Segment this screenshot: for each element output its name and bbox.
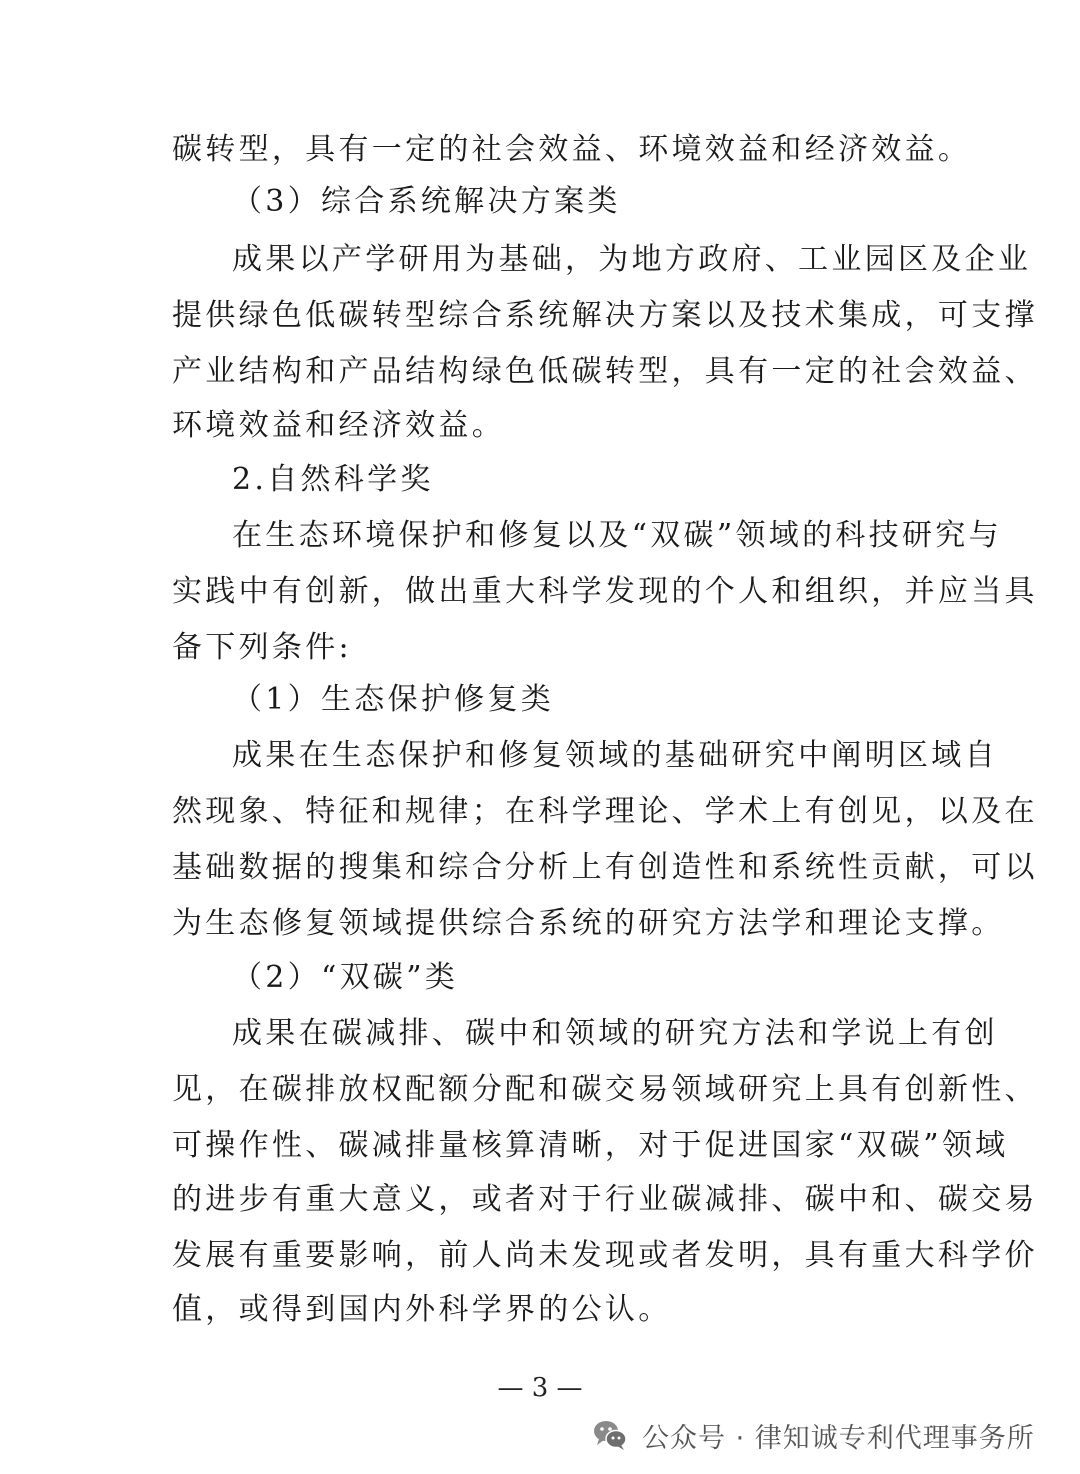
paragraph-line: 成果以产学研用为基础，为地方政府、工业园区及企业 — [232, 242, 1032, 277]
text-line: 值，或得到国内外科学界的公认。 — [172, 1292, 672, 1327]
watermark — [590, 1413, 1035, 1457]
text-line: 实践中有创新，做出重大科学发现的个人和组织，并应当具 — [172, 574, 1038, 609]
section-heading: （3）综合系统解决方案类 — [232, 184, 621, 219]
text-line: 碳转型，具有一定的社会效益、环境效益和经济效益。 — [172, 132, 972, 167]
paragraph-line: 成果在碳减排、碳中和领域的研究方法和学说上有创 — [232, 1016, 998, 1051]
text-line: 提供绿色低碳转型综合系统解决方案以及技术集成，可支撑 — [172, 298, 1038, 333]
watermark-text: 公众号 · 律知诚专利代理事务所 — [642, 1422, 1035, 1454]
section-heading: （1）生态保护修复类 — [232, 682, 555, 717]
text-line: 基础数据的搜集和综合分析上有创造性和系统性贡献，可以 — [172, 850, 1038, 885]
paragraph-line: 在生态环境保护和修复以及“双碳”领域的科技研究与 — [232, 518, 1002, 553]
text-line: 然现象、特征和规律；在科学理论、学术上有创见，以及在 — [172, 794, 1038, 829]
text-line: 产业结构和产品结构绿色低碳转型，具有一定的社会效益、 — [172, 354, 1038, 389]
text-line: 备下列条件: — [172, 630, 352, 665]
wechat-icon — [590, 1415, 630, 1455]
text-line: 环境效益和经济效益。 — [172, 408, 505, 443]
text-line: 的进步有重大意义，或者对于行业碳减排、碳中和、碳交易 — [172, 1182, 1038, 1217]
text-line: 可操作性、碳减排量核算清晰，对于促进国家“双碳”领域 — [172, 1128, 1009, 1163]
section-heading: 2.自然科学奖 — [232, 462, 434, 497]
text-line: 发展有重要影响，前人尚未发现或者发明，具有重大科学价 — [172, 1238, 1038, 1273]
text-line: 见，在碳排放权配额分配和碳交易领域研究上具有创新性、 — [172, 1072, 1038, 1107]
text-line: 为生态修复领域提供综合系统的研究方法学和理论支撑。 — [172, 906, 1005, 941]
paragraph-line: 成果在生态保护和修复领域的基础研究中阐明区域自 — [232, 738, 998, 773]
page-number: — 3 — — [497, 1373, 583, 1403]
section-heading: （2）“双碳”类 — [232, 960, 459, 995]
